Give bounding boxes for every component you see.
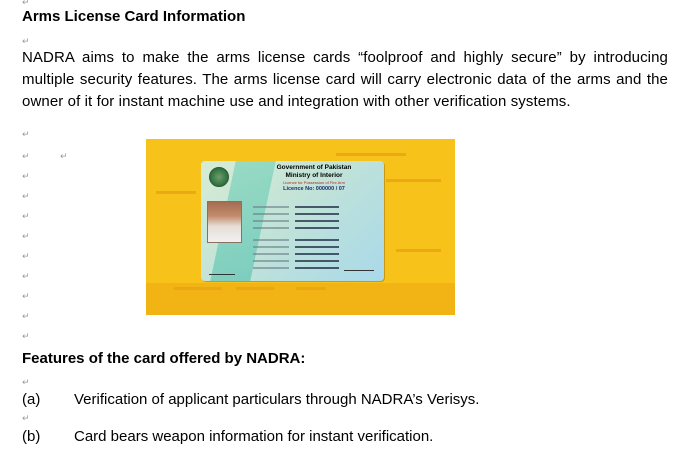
format-mark: ↵: [22, 331, 30, 341]
card-government: Government of Pakistan: [276, 164, 352, 171]
card-field: [253, 251, 353, 256]
panel-stripe: [296, 287, 326, 290]
feature-label: (b): [22, 428, 41, 445]
card-licence-no: Licence No: 000000 / 07: [283, 186, 345, 192]
card-field: [253, 225, 353, 230]
card-image: [146, 139, 455, 315]
format-mark: ↵: [22, 171, 30, 181]
card-ministry: Ministry of Interior: [285, 172, 343, 179]
format-mark: ↵: [22, 291, 30, 301]
format-mark: ↵: [22, 271, 30, 281]
card-field: [253, 265, 353, 270]
card-field: [253, 237, 353, 242]
format-mark: ↵: [60, 151, 68, 161]
format-mark: ↵: [22, 36, 30, 46]
features-heading: Features of the card offered by NADRA:: [22, 350, 306, 367]
format-mark: ↵: [22, 0, 30, 7]
format-mark: ↵: [22, 151, 30, 161]
format-mark: ↵: [22, 211, 30, 221]
arms-license-card: [201, 161, 384, 281]
format-mark: ↵: [22, 231, 30, 241]
feature-label: (a): [22, 391, 41, 408]
issuer-signature: [344, 261, 374, 271]
panel-stripe: [236, 287, 274, 290]
panel-stripe: [386, 179, 441, 182]
card-field: [253, 204, 353, 209]
feature-text: Verification of applicant particulars through NADRA’s Verisys.: [74, 391, 480, 408]
card-field: [253, 211, 353, 216]
format-mark: ↵: [22, 191, 30, 201]
card-subtitle: Licence for Possession of Fire Arm: [283, 180, 345, 185]
panel-stripe: [174, 287, 222, 290]
section-heading: Arms License Card Information: [22, 8, 246, 25]
format-mark: ↵: [22, 413, 30, 423]
format-mark: ↵: [22, 251, 30, 261]
panel-stripe: [336, 153, 406, 156]
card-field: [253, 218, 353, 223]
intro-paragraph: NADRA aims to make the arms license cards “foolproof and highly secure” by introducing multiple security features. The arms license card will carry electronic data of the arms and the owner of it for instant machine use and integration with other verification systems.: [22, 49, 668, 110]
feature-text: Card bears weapon information for instant verification.: [74, 428, 434, 445]
panel-stripe: [396, 249, 441, 252]
format-mark: ↵: [22, 129, 30, 139]
format-mark: ↵: [22, 311, 30, 321]
pakistan-emblem-icon: [209, 167, 229, 187]
card-field: [253, 244, 353, 249]
holder-signature: [209, 265, 235, 275]
holder-photo: [207, 201, 242, 243]
format-mark: ↵: [22, 377, 30, 387]
card-field: [253, 258, 353, 263]
panel-stripe: [156, 191, 196, 194]
